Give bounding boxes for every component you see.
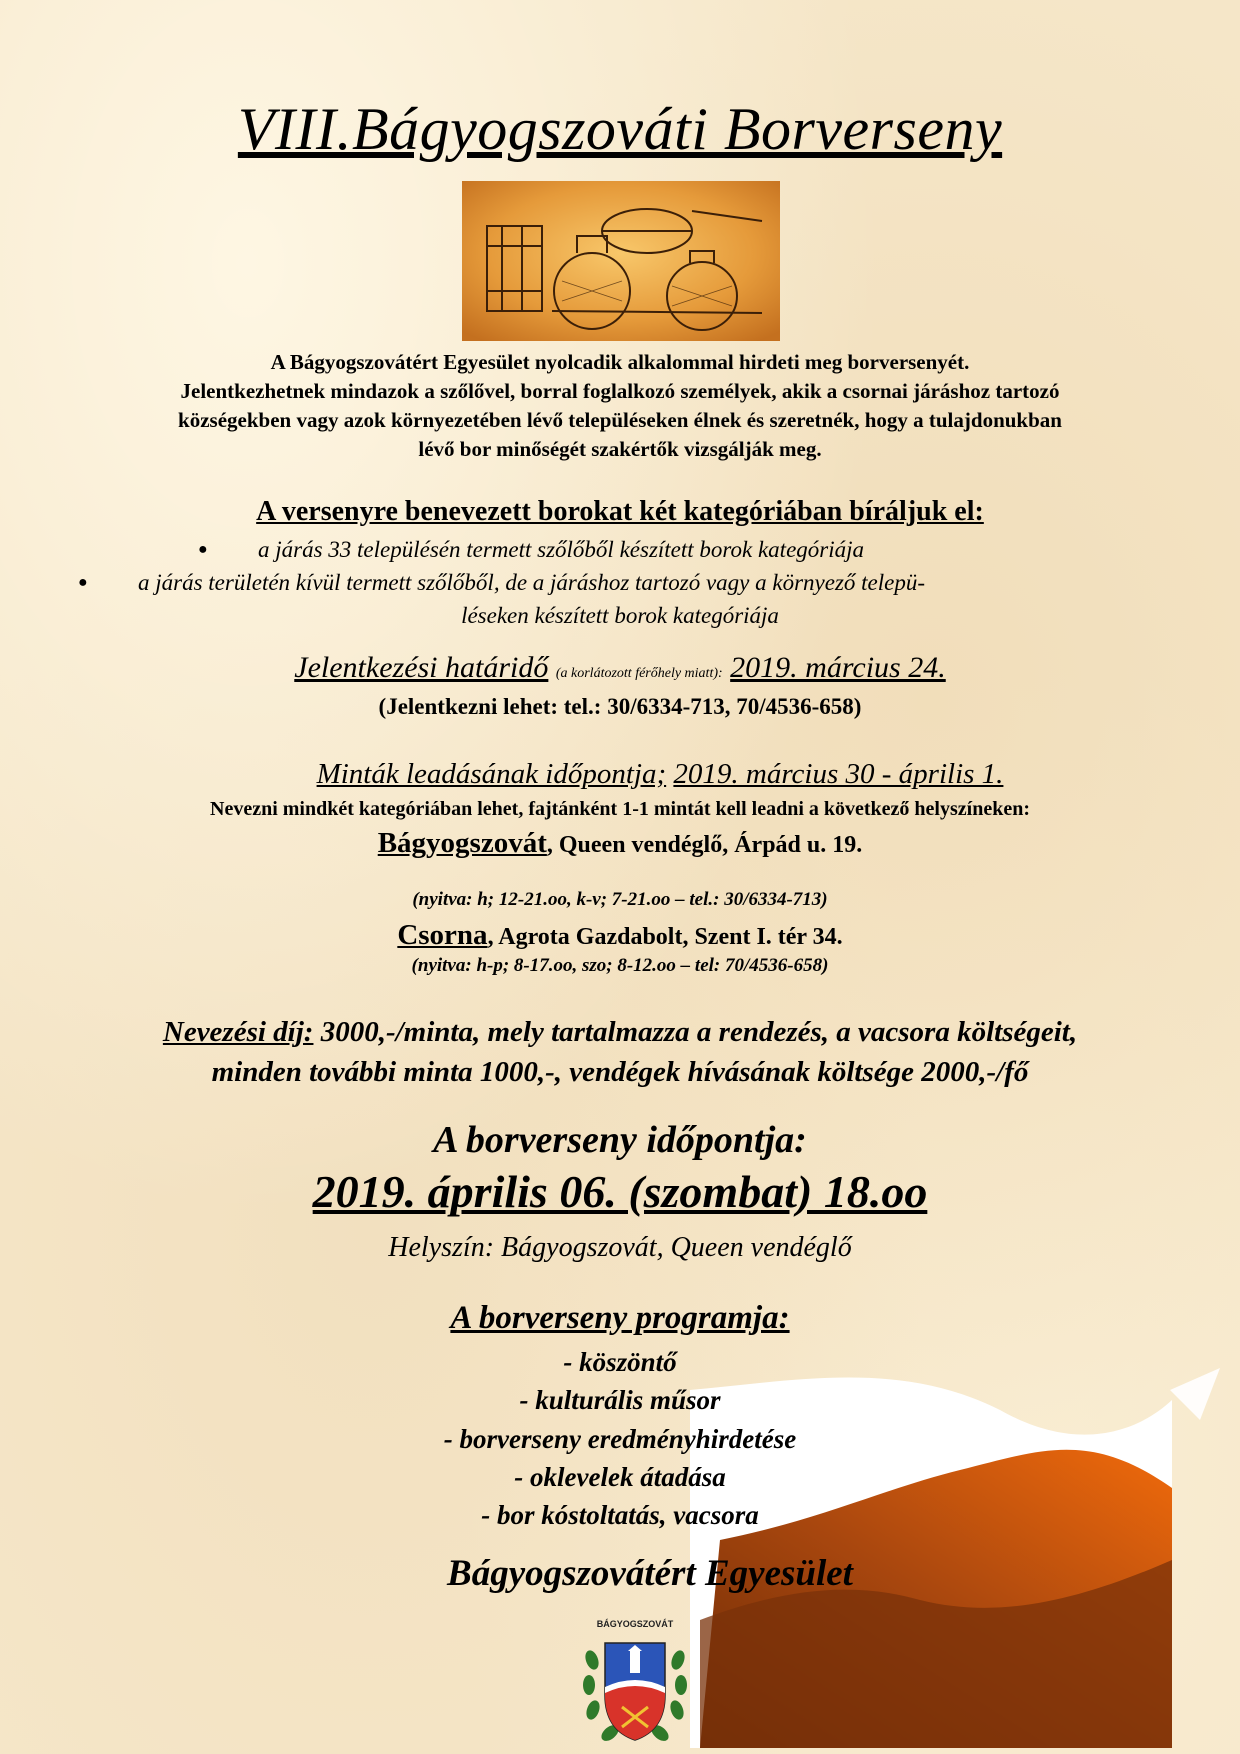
program-heading: A borverseny programja: (450, 1300, 790, 1336)
intro-line: községekben vagy azok környezetében lévő településeken élnek és szeretnék, hogy a tulajdonukban (178, 408, 1062, 432)
program-item: - borverseny eredményhirdetése (443, 1424, 797, 1454)
deadline-line (0, 651, 1240, 685)
page-title: VIII.Bágyogszováti Borverseny (237, 96, 1003, 162)
intro-line: lévő bor minőségét szakértők vizsgálják meg. (418, 437, 822, 461)
location-hours: (nyitva: h-p; 8-17.oo, szo; 8-12.oo – tel: 70/4536-658) (411, 955, 829, 976)
samples-dates: 2019. március 30 - április 1. (673, 758, 1004, 790)
category-item-1 (198, 537, 865, 563)
location-csorna (0, 919, 1240, 952)
entry-fee (0, 1012, 1240, 1092)
location-city: Bágyogszovát (377, 827, 547, 859)
entry-note: Nevezni mindkét kategóriában lehet, fajtánként 1-1 mintát kell leadni a következő helyszíneken: (210, 798, 1030, 820)
fee-line-2: minden további minta 1000,-, vendégek hívásának költsége 2000,-/fő (211, 1056, 1029, 1088)
program-item: - oklevelek átadása (514, 1462, 726, 1492)
bullet-icon: ● (78, 574, 88, 591)
location-address: , Queen vendéglő, Árpád u. 19. (546, 832, 863, 858)
samples-label: Minták leadásának időpontja; (316, 758, 667, 790)
event-datetime: 2019. április 06. (szombat) 18.oo (312, 1166, 928, 1217)
category-item-2 (78, 570, 925, 596)
crest-label: BÁGYOGSZOVÁT (596, 1619, 674, 1629)
bullet-icon: ● (198, 541, 208, 558)
location-bagyogszovat (0, 827, 1240, 860)
intro-line: Jelentkezhetnek mindazok a szőlővel, borral foglalkozó személyek, akik a csornai járáshoz tartozó (180, 379, 1060, 403)
deadline-date: 2019. március 24. (730, 651, 946, 684)
intro-line: A Bágyogszovátért Egyesület nyolcadik alkalommal hirdeti meg borversenyét. (270, 350, 970, 374)
location-address: , Agrota Gazdabolt, Szent I. tér 34. (487, 924, 843, 950)
location-city: Csorna (397, 919, 488, 951)
fee-text: 3000,-/minta, mely tartalmazza a rendezés, a vacsora költségeit, (313, 1016, 1078, 1048)
categories-heading: A versenyre benevezett borokat két kategóriában bíráljuk el: (256, 496, 984, 527)
category-item-2-continued: léseken készített borok kategóriája (461, 603, 779, 628)
program-item: - kulturális műsor (519, 1385, 721, 1415)
deadline-note: (a korlátozott férőhely miatt): (555, 666, 723, 681)
program-item: - köszöntő (563, 1347, 677, 1377)
category-text: a járás területén kívül termett szőlőből, de a járáshoz tartozó vagy a környező telepü- (138, 570, 925, 595)
category-text: a járás 33 településén termett szőlőből készített borok kategóriája (258, 537, 865, 562)
intro-paragraph (0, 348, 1240, 464)
wine-cellar-illustration (462, 181, 780, 341)
fee-label: Nevezési díj: (162, 1016, 314, 1048)
samples-line (40, 758, 1240, 791)
event-date-heading: A borverseny időpontja: (433, 1119, 807, 1161)
location-hours: (nyitva: h; 12-21.oo, k-v; 7-21.oo – tel.: 30/6334-713) (412, 889, 828, 910)
organizer-signature: Bágyogszovátért Egyesület (447, 1553, 853, 1594)
program-item: - bor kóstoltatás, vacsora (481, 1500, 759, 1530)
event-venue: Helyszín: Bágyogszovát, Queen vendéglő (388, 1232, 852, 1263)
contact-phones: (Jelentkezni lehet: tel.: 30/6334-713, 70/4536-658) (378, 694, 862, 719)
fee-line-1 (0, 1012, 1240, 1052)
village-crest-icon (580, 1615, 690, 1747)
deadline-label: Jelentkezési határidő (294, 651, 549, 684)
